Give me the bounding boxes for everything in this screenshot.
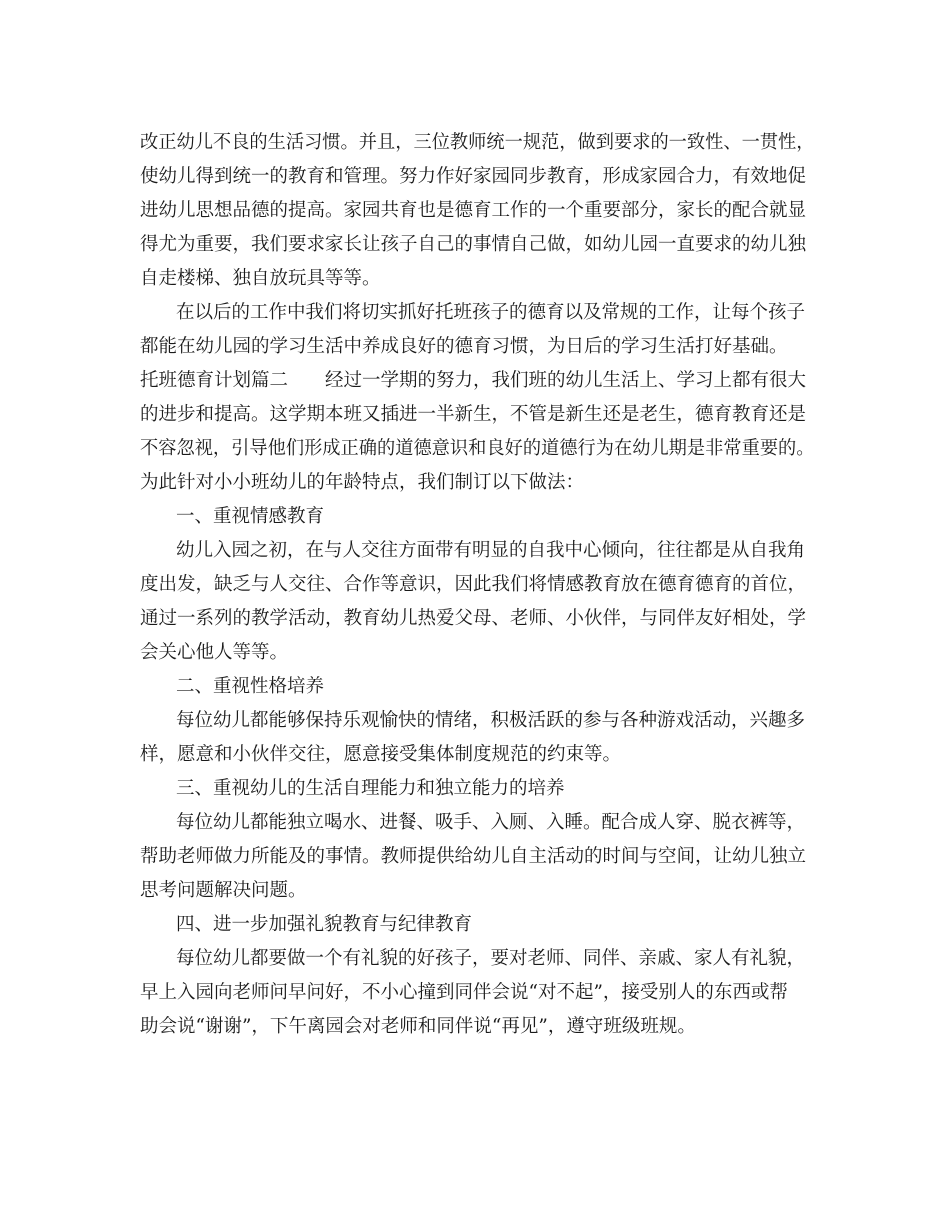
text-line: 会关心他人等等。 [140, 642, 289, 663]
section-heading: 三、重视幼儿的生活自理能力和独立能力的培养 [176, 778, 565, 799]
text-line: 在以后的工作中我们将切实抓好托班孩子的德育以及常规的工作，让每个孩子 [176, 302, 806, 323]
text-line: 托班德育计划篇二 经过一学期的努力，我们班的幼儿生活上、学习上都有很大 [140, 370, 807, 391]
text-line: 得尤为重要，我们要求家长让孩子自己的事情自己做，如幼儿园一直要求的幼儿独 [140, 234, 807, 255]
text-line: 度出发，缺乏与人交往、合作等意识，因此我们将情感教育放在德育德育的首位， [140, 574, 807, 595]
text-line: 使幼儿得到统一的教育和管理。努力作好家园同步教育，形成家园合力，有效地促 [140, 166, 807, 187]
text-line: 样，愿意和小伙伴交往，愿意接受集体制度规范的约束等。 [140, 744, 622, 765]
text-line: 每位幼儿都要做一个有礼貌的好孩子，要对老师、同伴、亲戚、家人有礼貌， [176, 948, 806, 969]
section-heading: 二、重视性格培养 [176, 676, 325, 697]
text-line: 助会说“谢谢”，下午离园会对老师和同伴说“再见”，遵守班级班规。 [140, 1016, 696, 1037]
text-line: 思考问题解决问题。 [140, 880, 307, 901]
text-line: 每位幼儿都能独立喝水、进餐、吸手、入厕、入睡。配合成人穿、脱衣裤等， [176, 812, 806, 833]
text-line: 不容忽视，引导他们形成正确的道德意识和良好的道德行为在幼儿期是非常重要的。 [140, 438, 815, 459]
section-heading: 四、进一步加强礼貌教育与纪律教育 [176, 914, 473, 935]
section-heading: 一、重视情感教育 [176, 506, 325, 527]
text-line: 进幼儿思想品德的提高。家园共育也是德育工作的一个重要部分，家长的配合就显 [140, 200, 807, 221]
text-line: 改正幼儿不良的生活习惯。并且，三位教师统一规范，做到要求的一致性、一贯性， [140, 132, 815, 153]
text-line: 每位幼儿都能够保持乐观愉快的情绪，积极活跃的参与各种游戏活动，兴趣多 [176, 710, 806, 731]
text-line: 都能在幼儿园的学习生活中养成良好的德育习惯，为日后的学习生活打好基础。 [140, 336, 788, 357]
text-line: 的进步和提高。这学期本班又插进一半新生，不管是新生还是老生，德育教育还是 [140, 404, 807, 425]
text-line: 早上入园向老师问早问好，不小心撞到同伴会说“对不起”，接受别人的东西或帮 [140, 982, 788, 1003]
text-line: 幼儿入园之初，在与人交往方面带有明显的自我中心倾向，往往都是从自我角 [176, 540, 806, 561]
text-line: 自走楼梯、独自放玩具等等。 [140, 268, 381, 289]
text-line: 帮助老师做力所能及的事情。教师提供给幼儿自主活动的时间与空间，让幼儿独立 [140, 846, 807, 867]
text-line: 为此针对小小班幼儿的年龄特点，我们制订以下做法： [140, 472, 585, 493]
text-line: 通过一系列的教学活动，教育幼儿热爱父母、老师、小伙伴，与同伴友好相处，学 [140, 608, 807, 629]
